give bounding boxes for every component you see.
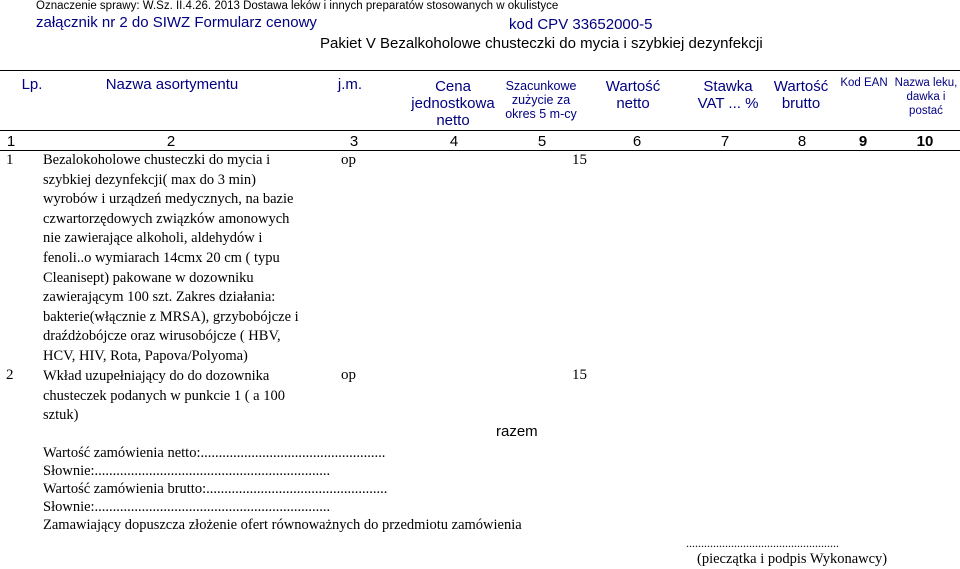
col-num-1: 1 — [6, 133, 16, 150]
col-header-ean-code: Kod EAN — [840, 77, 888, 89]
col-num-4: 4 — [449, 133, 459, 150]
col-header-unit-price: Cena jednostkowa netto — [411, 78, 495, 129]
col-num-7: 7 — [720, 133, 730, 150]
total-label: razem — [496, 423, 538, 440]
col-header-gross-value: Wartość brutto — [773, 78, 829, 112]
col-num-3: 3 — [349, 133, 359, 150]
row-1-product-name: Bezalokoholowe chusteczki do mycia i szybkiej dezynfekcji( max do 3 min) wyrobów i urządzeń medycznych, na bazie czwartorzędowych związków amonowych nie zawierające alkoholi, aldehydów i fenoli..o wymiarach 14cmx 20 cm ( typu Cleanisept) pakowane w dozowniku zawierającym 100 szt. Zakres działania: bakterie(włącznie z MRSA), grzybobójcze i draźdżobójcze oraz wirusobójcze ( HBV, HCV, HIV, Rota, Papova/Polyoma) — [43, 152, 299, 364]
row-2-quantity: 15 — [572, 367, 587, 383]
cpv-code: kod CPV 33652000-5 — [509, 16, 653, 33]
col-header-lp: Lp. — [21, 76, 43, 93]
package-title: Pakiet V Bezalkoholowe chusteczki do mycia i szybkiej dezynfekcji — [320, 35, 763, 52]
col-num-10: 10 — [916, 133, 934, 150]
col-header-vat-rate: Stawka VAT ... % — [697, 78, 759, 112]
case-reference: Oznaczenie sprawy: W.Sz. II.4.26. 2013 Dostawa leków i innych preparatów stosowanych w okulistyce — [36, 0, 559, 12]
signature-dots[interactable]: ................................................... — [686, 536, 839, 550]
net-in-words-line[interactable]: Słownie:................................................................. — [43, 463, 331, 479]
row-1-quantity: 15 — [572, 152, 587, 168]
signature-caption: (pieczątka i podpis Wykonawcy) — [697, 551, 888, 567]
col-num-2: 2 — [166, 133, 176, 150]
col-header-unit: j.m. — [337, 76, 363, 93]
col-num-6: 6 — [632, 133, 642, 150]
header-top-rule — [0, 70, 960, 71]
row-2-lp: 2 — [6, 367, 14, 383]
header-bottom-rule — [0, 130, 960, 131]
row-1-unit: op — [341, 152, 356, 168]
col-header-net-value: Wartość netto — [605, 78, 661, 112]
net-order-value-line[interactable]: Wartość zamówienia netto:................................................... — [43, 445, 386, 461]
attachment-title: załącznik nr 2 do SIWZ Formularz cenowy — [36, 14, 317, 31]
col-header-drug-name: Nazwa leku, dawka i postać — [894, 77, 958, 117]
col-num-9: 9 — [858, 133, 868, 150]
row-2-unit: op — [341, 367, 356, 383]
col-header-estimated-usage: Szacunkowe zużycie za okres 5 m-cy — [505, 79, 577, 121]
gross-order-value-line[interactable]: Wartość zamówienia brutto:.................................................. — [43, 481, 388, 497]
col-header-name: Nazwa asortymentu — [105, 76, 239, 93]
row-1-lp: 1 — [6, 152, 14, 168]
row-2-product-name: Wkład uzupełniający do do dozownika chusteczek podanych w punkcie 1 ( a 100 sztuk) — [43, 368, 285, 424]
gross-in-words-line[interactable]: Słownie:................................................................. — [43, 499, 331, 515]
col-num-5: 5 — [537, 133, 547, 150]
col-num-8: 8 — [797, 133, 807, 150]
equivalent-offers-note: Zamawiający dopuszcza złożenie ofert równoważnych do przedmiotu zamówienia — [43, 517, 522, 533]
